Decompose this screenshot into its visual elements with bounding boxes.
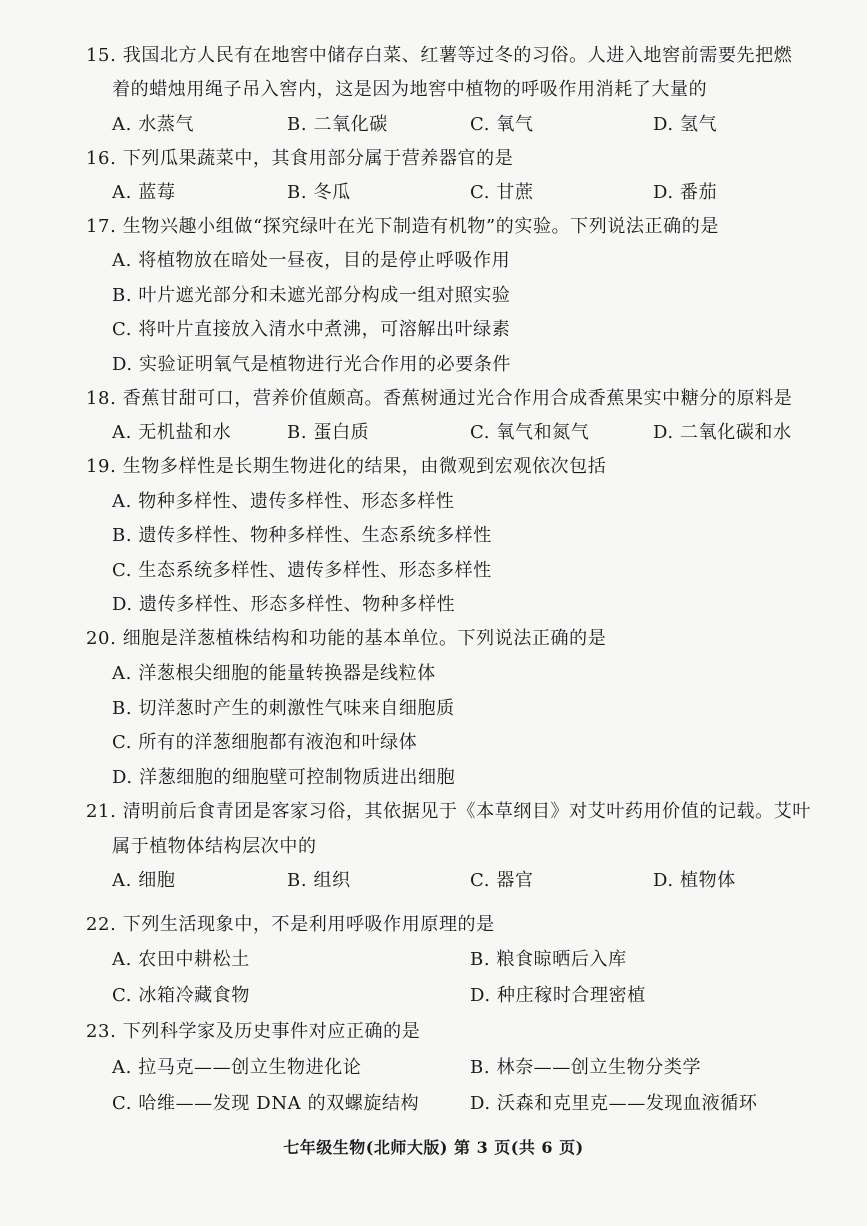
question-18-stem: 18. 香蕉甘甜可口，营养价值颇高。香蕉树通过光合作用合成香蕉果实中糖分的原料是 — [86, 388, 793, 409]
question-16-option-d: D. 番茄 — [653, 182, 718, 203]
question-19-option-c: C. 生态系统多样性、遗传多样性、形态多样性 — [112, 560, 492, 581]
question-15-stem-line-2: 着的蜡烛用绳子吊入窖内，这是因为地窖中植物的呼吸作用消耗了大量的 — [112, 79, 708, 100]
question-15-option-c: C. 氧气 — [470, 114, 534, 135]
question-22-option-a: A. 农田中耕松土 — [112, 949, 250, 970]
question-20-option-c: C. 所有的洋葱细胞都有液泡和叶绿体 — [112, 732, 418, 753]
question-19-option-d: D. 遗传多样性、形态多样性、物种多样性 — [112, 594, 456, 615]
question-17-stem: 17. 生物兴趣小组做“探究绿叶在光下制造有机物”的实验。下列说法正确的是 — [86, 216, 719, 237]
question-16-option-c: C. 甘蔗 — [470, 182, 534, 203]
question-17-option-b: B. 叶片遮光部分和未遮光部分构成一组对照实验 — [112, 285, 511, 306]
question-17-option-d: D. 实验证明氧气是植物进行光合作用的必要条件 — [112, 354, 512, 375]
question-18-option-c: C. 氧气和氮气 — [470, 422, 590, 443]
question-22-option-d: D. 种庄稼时合理密植 — [470, 985, 646, 1006]
question-20-option-d: D. 洋葱细胞的细胞壁可控制物质进出细胞 — [112, 767, 456, 788]
question-16-option-b: B. 冬瓜 — [287, 182, 351, 203]
question-20-stem: 20. 细胞是洋葱植株结构和功能的基本单位。下列说法正确的是 — [86, 628, 607, 649]
question-21-stem-line-2: 属于植物体结构层次中的 — [112, 836, 317, 857]
question-23-option-a: A. 拉马克——创立生物进化论 — [112, 1057, 362, 1078]
question-16-option-a: A. 蓝莓 — [112, 182, 176, 203]
page-footer: 七年级生物(北师大版) 第 3 页(共 6 页) — [283, 1138, 584, 1157]
question-18-option-b: B. 蛋白质 — [287, 422, 370, 443]
question-23-option-c: C. 哈维——发现 DNA 的双螺旋结构 — [112, 1093, 420, 1114]
question-20-option-a: A. 洋葱根尖细胞的能量转换器是线粒体 — [112, 663, 436, 684]
question-23-option-b: B. 林奈——创立生物分类学 — [470, 1057, 702, 1078]
question-23-option-d: D. 沃森和克里克——发现血液循环 — [470, 1093, 758, 1114]
question-20-option-b: B. 切洋葱时产生的刺激性气味来自细胞质 — [112, 698, 455, 719]
question-21-stem-line-1: 21. 清明前后食青团是客家习俗，其依据见于《本草纲目》对艾叶药用价值的记载。艾叶 — [86, 801, 811, 822]
question-16-stem: 16. 下列瓜果蔬菜中，其食用部分属于营养器官的是 — [86, 148, 514, 169]
question-22-stem: 22. 下列生活现象中，不是利用呼吸作用原理的是 — [86, 914, 495, 935]
question-19-option-a: A. 物种多样性、遗传多样性、形态多样性 — [112, 491, 455, 512]
question-21-option-b: B. 组织 — [287, 870, 351, 891]
question-19-stem: 19. 生物多样性是长期生物进化的结果，由微观到宏观依次包括 — [86, 456, 607, 477]
question-22-option-b: B. 粮食晾晒后入库 — [470, 949, 627, 970]
question-23-stem: 23. 下列科学家及历史事件对应正确的是 — [86, 1021, 421, 1042]
question-17-option-a: A. 将植物放在暗处一昼夜，目的是停止呼吸作用 — [112, 250, 511, 271]
question-17-option-c: C. 将叶片直接放入清水中煮沸，可溶解出叶绿素 — [112, 319, 511, 340]
question-18-option-a: A. 无机盐和水 — [112, 422, 232, 443]
question-21-option-c: C. 器官 — [470, 870, 534, 891]
question-21-option-a: A. 细胞 — [112, 870, 176, 891]
question-21-option-d: D. 植物体 — [653, 870, 736, 891]
question-15-stem-line-1: 15. 我国北方人民有在地窖中储存白菜、红薯等过冬的习俗。人进入地窖前需要先把燃 — [86, 45, 793, 66]
question-15-option-a: A. 水蒸气 — [112, 114, 195, 135]
question-15-option-b: B. 二氧化碳 — [287, 114, 388, 135]
question-19-option-b: B. 遗传多样性、物种多样性、生态系统多样性 — [112, 525, 492, 546]
question-18-option-d: D. 二氧化碳和水 — [653, 422, 792, 443]
question-22-option-c: C. 冰箱冷藏食物 — [112, 985, 250, 1006]
question-15-option-d: D. 氢气 — [653, 114, 718, 135]
